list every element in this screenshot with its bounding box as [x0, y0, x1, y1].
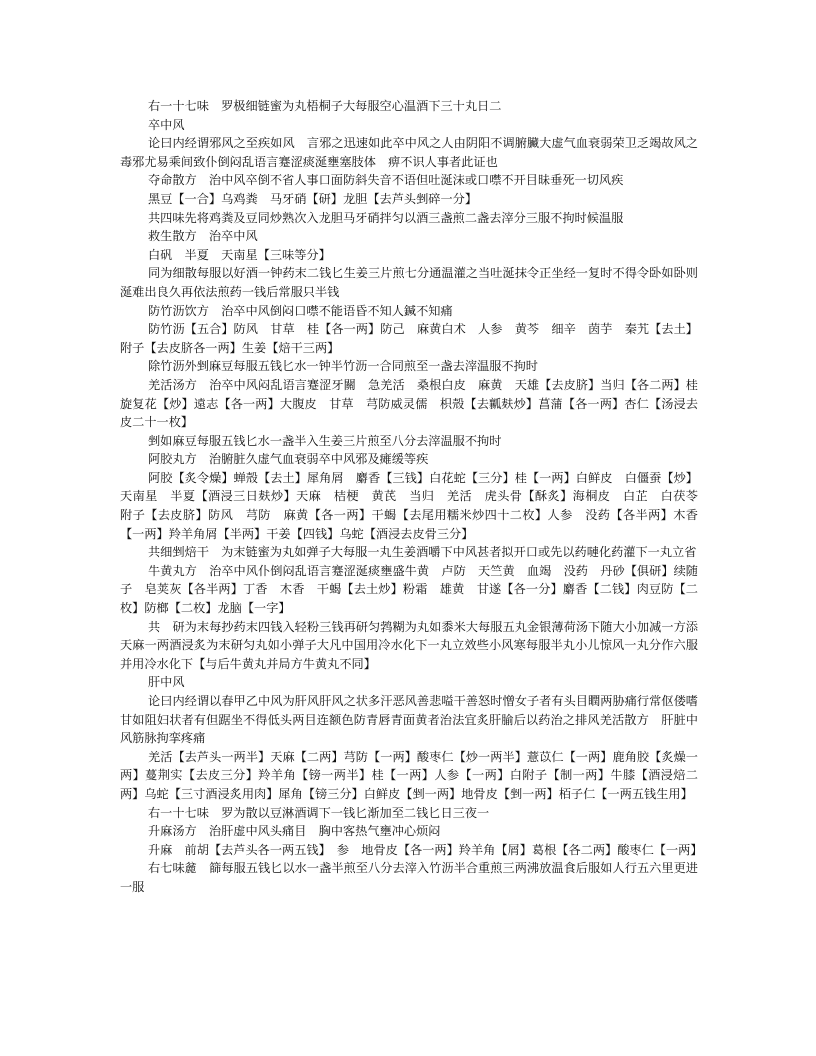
text-paragraph: 右七味麄 篩每服五钱匕以水一盏半煎至八分去滓入竹沥半合重煎三两沸放温食后服如人行五六里更进一服 — [120, 861, 698, 894]
text-paragraph: 论曰内经谓以春甲乙中风为肝风肝风之状多汗恶风善悲嗌干善怒时憎女子者有头目瞤两胁痛行常伛偻嗜甘如阻妇状者有但踞坐不得低头两目连额色防青唇青面黄者治法宜炙肝腧后以药治之排风羌活散方 肝脏中风筋脉拘挛疼痛 — [120, 694, 698, 746]
text-paragraph: 剉如麻豆每服五钱匕水一盏半入生姜三片煎至八分去滓温服不拘时 — [148, 433, 502, 448]
text-paragraph: 羌活汤方 治卒中风闷乱语言蹇涩牙關 急羌活 桑根白皮 麻黄 天雄【去皮脐】当归【各二两】桂 旋复花【炒】遠志【各一两】大腹皮 甘草 芎防威灵儒 枳殼【去瓤麸炒】菖蒲【各一两】杏仁【汤浸去皮二十一枚】 — [120, 377, 711, 430]
text-paragraph: 白矾 半夏 天南星【三味等分】 — [148, 247, 331, 262]
text-paragraph: 羌活【去芦头一两半】天麻【二两】芎防【一两】酸枣仁【炒一两半】薏苡仁【一两】鹿角胶【炙燥一两】蔓荆实【去皮三分】羚羊角【镑一两半】桂【一两】人参【一两】白附子【制一两】牛膝【酒浸焙二两】乌蛇【三寸酒浸炙用肉】犀角【镑三分】白鲜皮【剉一两】地骨皮【剉一两】栢子仁【一两五钱生用】 — [120, 749, 698, 801]
text-paragraph: 黑豆【一合】乌鸡粪 马牙硝【研】龙胆【去芦头剉碎一分】 — [148, 191, 478, 206]
text-paragraph: 牛黄丸方 治卒中风仆倒闷乱语言蹇涩涎痰壅盛牛黄 卢防 天竺黄 血竭 没药 丹砂【俱研】续随子 皂荚灰【各半两】丁香 木香 干蝎【去土炒】粉霜 雄黄 甘遂【各一分】麝香【二钱】肉豆防【二枚】防榔【二枚】龙脑【一字】 — [120, 563, 698, 616]
text-paragraph: 论曰内经谓邪风之至疾如风 言邪之迅速如此卒中风之人由阴阳不调腑臟大虚气血衰弱荣卫乏竭故风之毒邪尤易乘间致仆倒闷乱语言蹇涩痰涎壅塞肢体 痹不识人事者此证也 — [120, 136, 698, 169]
text-paragraph: 阿胶丸方 治腑脏久虚气血衰弱卒中风邪及瘫缓等疾 — [148, 452, 429, 467]
text-paragraph: 右一十七味 罗为散以豆淋酒调下一钱匕渐加至二钱匕日三夜一 — [148, 805, 490, 820]
text-paragraph: 除竹沥外剉麻豆每服五钱匕水一钟半竹沥一合同煎至一盏去滓温服不拘时 — [148, 359, 538, 374]
text-paragraph: 升麻汤方 治肝虚中风头痛目 胸中客热气壅冲心烦闷 — [148, 824, 441, 839]
text-paragraph: 阿胶【炙令燥】蝉殼【去土】犀角屑 麝香【三钱】白花蛇【三分】桂【一两】白鲜皮 白僵蚕【炒】天南星 半夏【酒浸三日麸炒】天麻 桔梗 黄芪 当归 羌活 虎头骨【酥炙】海桐皮 白芷 白茯苓 附子【去皮脐】防风 芎防 麻黄【各一两】干蝎【去尾用糯米炒四十二枚】人参 没药【各半两】木香【一两】羚羊角屑【半两】干姜【四钱】乌蛇【酒浸去皮骨三分】 — [120, 470, 711, 541]
text-paragraph: 救生散方 治卒中风 — [148, 229, 258, 244]
text-paragraph: 升麻 前胡【去芦头各一两五钱】 参 地骨皮【各一两】羚羊角【屑】葛根【各二两】酸枣仁【一两】 — [148, 842, 703, 857]
text-paragraph: 同为细散每服以好酒一钟药末二钱匕生姜三片煎七分通温灌之当吐涎抹令正坐经一复时不得令卧如卧则涎难出良久再依法煎药一钱后常服只半钱 — [120, 266, 698, 299]
section-heading: 卒中风 — [148, 117, 185, 132]
text-paragraph: 防竹沥饮方 治卒中风倒闷口噤不能语昏不知人鍼不知痛 — [148, 303, 453, 318]
text-paragraph: 防竹沥【五合】防风 甘草 桂【各一两】防己 麻黄白术 人参 黄芩 细辛 茵芋 秦艽【去土】附子【去皮脐各一两】生姜【焙干三两】 — [120, 322, 698, 355]
text-paragraph: 共四味先将鸡粪及豆同炒熟次入龙胆马牙硝拌匀以酒三盏煎二盏去滓分三服不拘时候温服 — [148, 210, 624, 225]
text-paragraph: 共 研为末每抄药末四钱入轻粉三钱再研匀鹁糊为丸如黍米大每服五丸金银薄荷汤下随大小加减一方添天麻一两酒浸炙为末研匀丸如小弹子大凡中国用冷水化下一丸立效些小风寒每服半丸小儿惊风一丸分作六服并用冷水化下【与后牛黄丸并局方牛黄丸不同】 — [120, 619, 698, 671]
text-paragraph: 共细剉焙干 为末链蜜为丸如弹子大每服一丸生姜酒嚼下中风甚者拟开口或先以药嗹化药灌下一丸立省 — [148, 545, 697, 560]
document-page — [120, 97, 711, 897]
section-heading: 肝中风 — [148, 675, 185, 690]
text-paragraph: 夺命散方 治中风卒倒不省人事口面防斜失音不语但吐涎沫或口噤不开目昧垂死一切风疾 — [148, 173, 624, 188]
text-paragraph: 右一十七味 罗极细链蜜为丸梧桐子大每服空心温酒下三十丸日二 — [148, 99, 502, 113]
